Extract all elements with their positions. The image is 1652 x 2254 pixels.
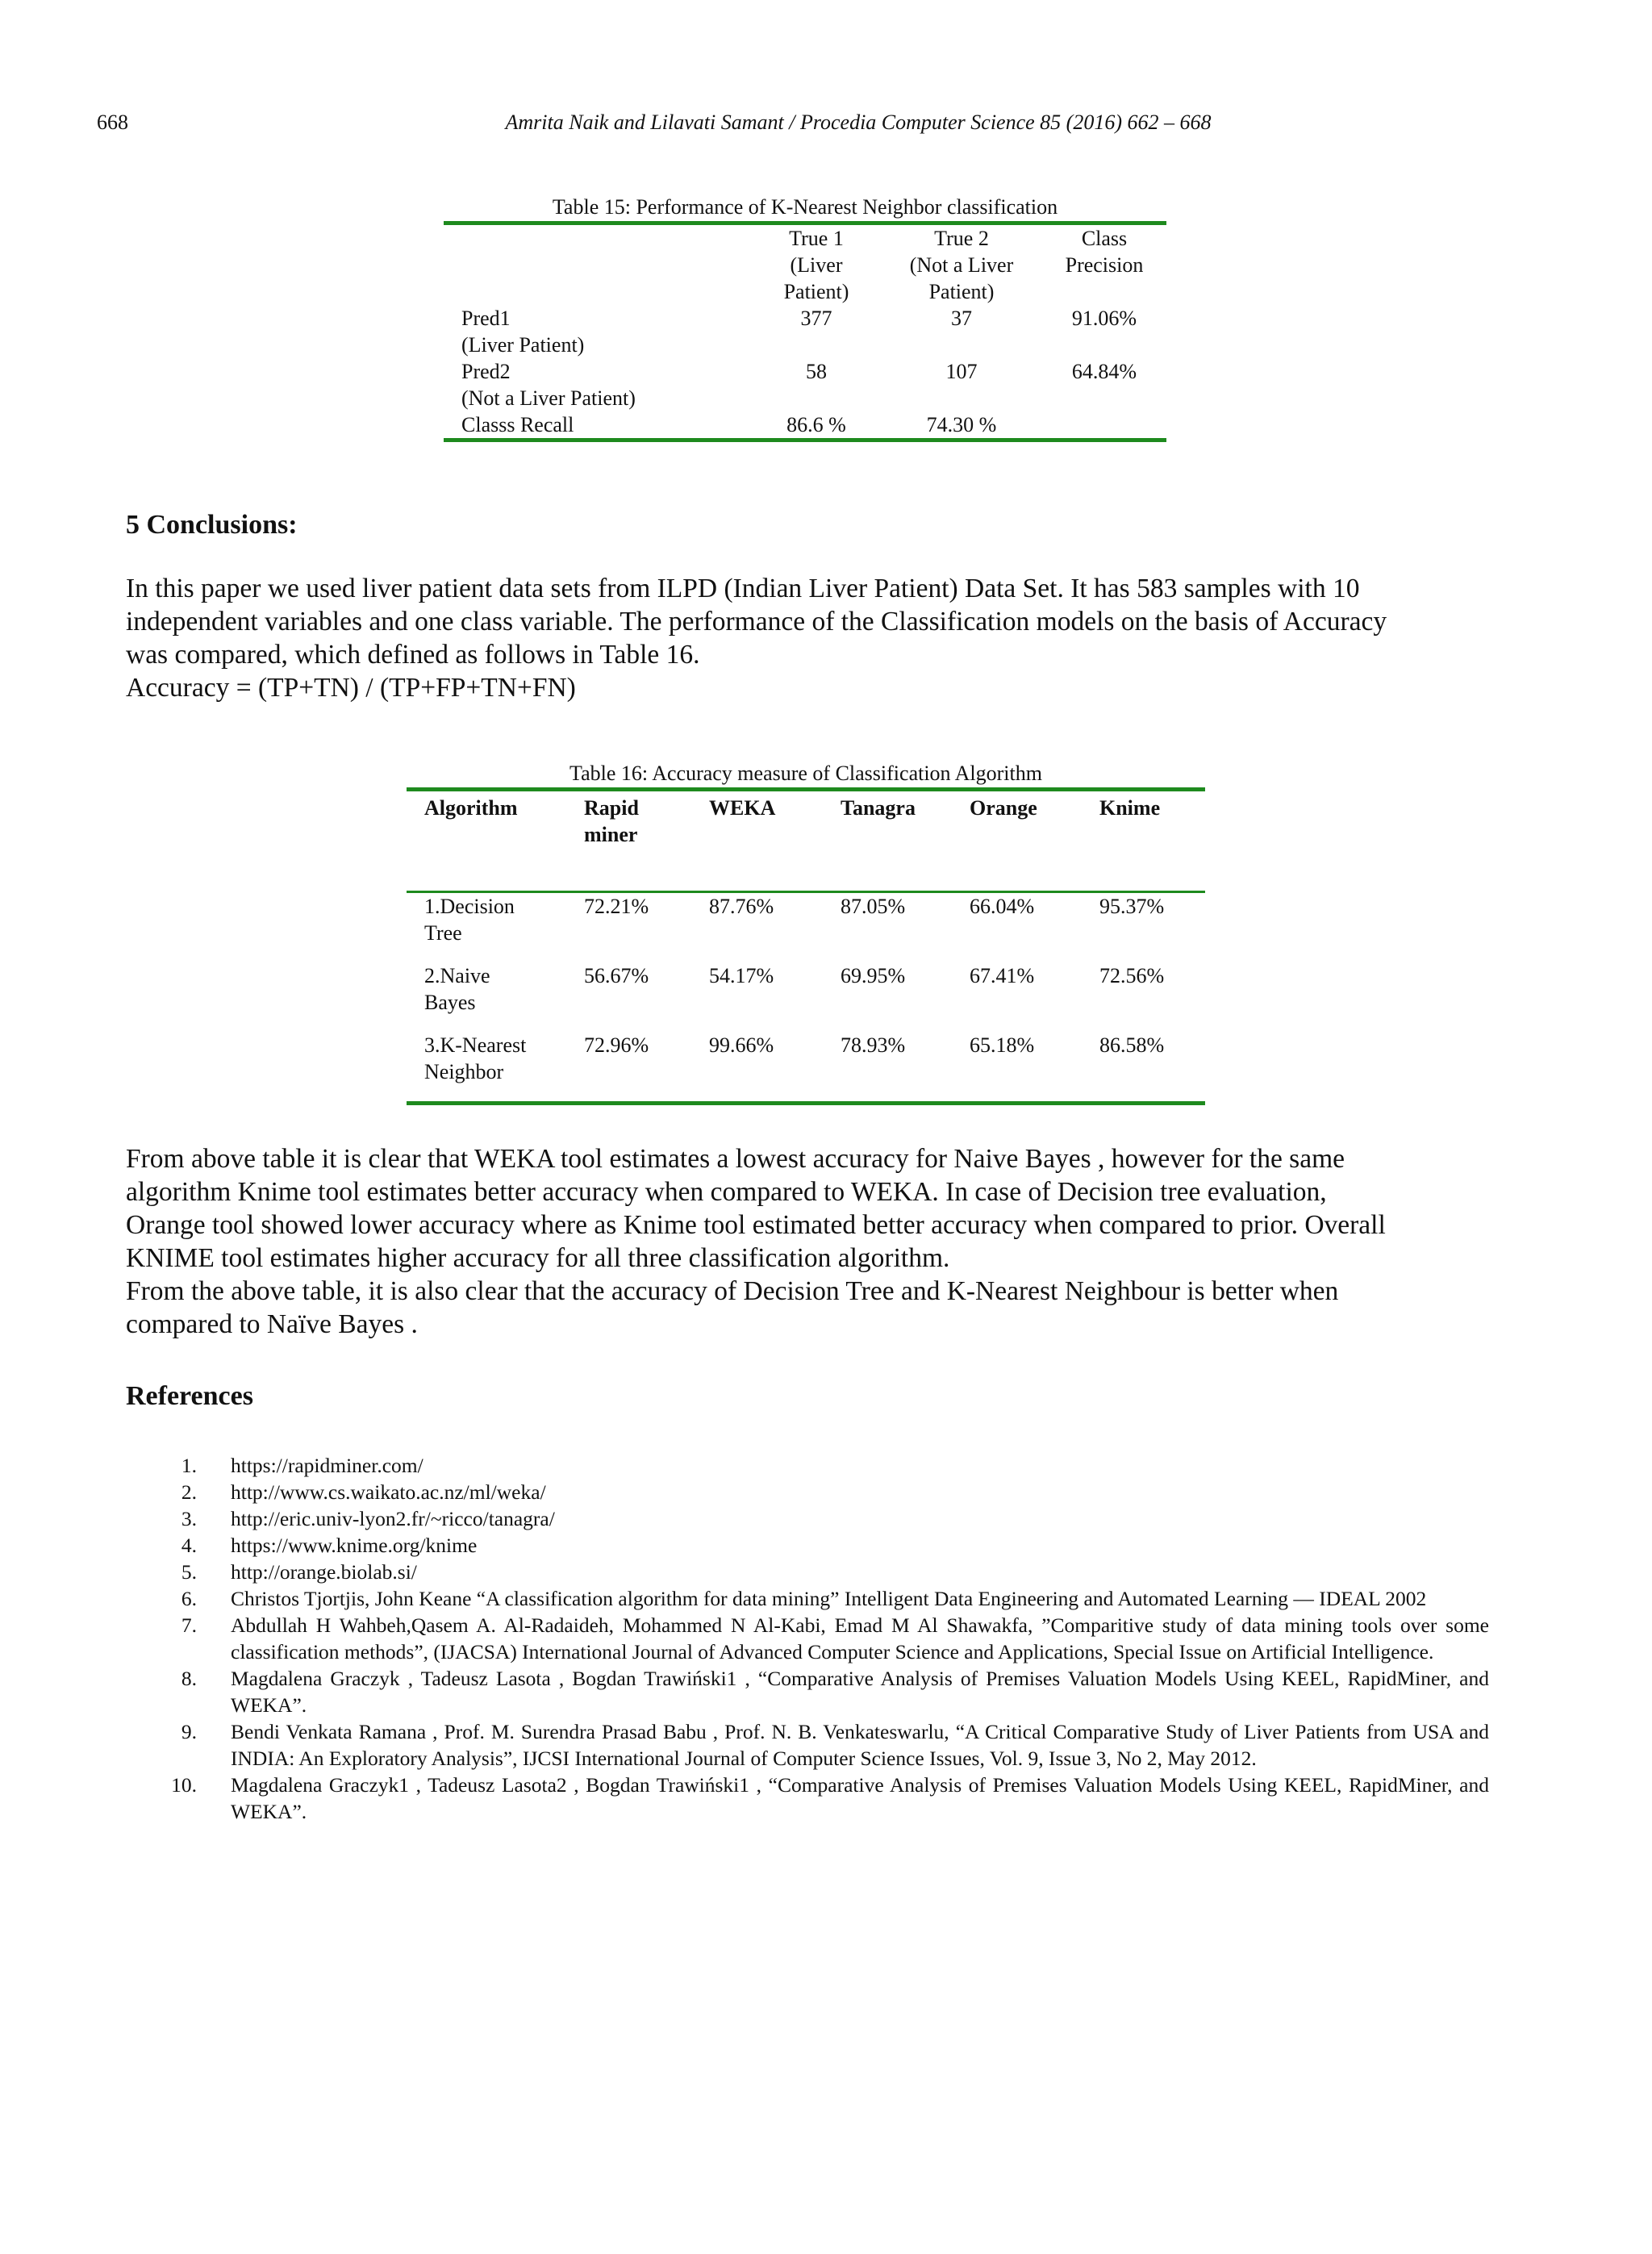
table-16-header-tanagra: Tanagra: [841, 796, 916, 820]
table-cell: 54.17%: [709, 964, 774, 987]
references-list: [161, 1452, 1489, 1825]
table-cell: 58: [806, 360, 827, 383]
table-row: [407, 1032, 1205, 1104]
table-cell: 87.05%: [841, 895, 906, 918]
table-cell: 99.66%: [709, 1033, 774, 1057]
table-cell: 91.06%: [1071, 307, 1137, 330]
running-title: Amrita Naik and Lilavati Samant / Procedia Computer Science 85 (2016) 662 – 668: [505, 111, 1212, 134]
table-16-header-algorithm: Algorithm: [424, 796, 518, 820]
table-cell: 95.37%: [1099, 895, 1165, 918]
table-row: [444, 358, 1166, 411]
table-16-algorithm-cell: 1.Decision Tree: [424, 895, 515, 945]
table-cell: 69.95%: [841, 964, 906, 987]
table-row: [407, 892, 1205, 963]
discussion-paragraph: From above table it is clear that WEKA tool estimates a lowest accuracy for Naive Bayes , however for the same algorithm Knime tool estimates better accuracy when compared to WEKA. In case of Decision tree evaluation, Orange tool showed lower accuracy where as Knime tool estimated better accuracy when compared to prior. Overall KNIME tool estimates higher accuracy for all three classification algorithm. From the above table, it is also clear that the accuracy of Decision Tree and K-Nearest Neighbour is better when compared to Naïve Bayes .: [126, 1144, 1386, 1339]
list-item: 2. http://www.cs.waikato.ac.nz/ml/weka/: [181, 1480, 546, 1504]
table-15-header-row: [444, 223, 1166, 306]
table-cell: 74.30 %: [926, 413, 997, 436]
table-16-header-orange: Orange: [970, 796, 1037, 820]
table-15-header-true2: True 2 (Not a Liver Patient): [909, 227, 1014, 303]
table-16-caption: Table 16: Accuracy measure of Classification Algorithm: [569, 762, 1042, 785]
table-cell: 65.18%: [970, 1033, 1035, 1057]
table-cell: 86.6 %: [786, 413, 846, 436]
table-15-header-true1: True 1 (Liver Patient): [783, 227, 849, 303]
list-item: 8. Magdalena Graczyk , Tadeusz Lasota , Bogdan Trawiński1 , “Comparative Analysis of Premises Valuation Models Using KEEL, RapidMiner, and WEKA”.: [181, 1667, 1489, 1717]
table-15-caption: Table 15: Performance of K-Nearest Neighbor classification: [552, 195, 1058, 219]
table-row: [444, 305, 1166, 358]
table-cell: 64.84%: [1071, 360, 1137, 383]
table-16-header-rapidminer: Rapid miner: [584, 796, 639, 846]
table-cell: 86.58%: [1099, 1033, 1165, 1057]
table-15-row-label: Pred2 (Not a Liver Patient): [461, 360, 636, 410]
table-cell: 78.93%: [841, 1033, 906, 1057]
table-15: [444, 194, 1166, 442]
table-16: [407, 760, 1205, 1105]
table-cell: 67.41%: [970, 964, 1035, 987]
table-cell: 56.67%: [584, 964, 649, 987]
table-cell: [1042, 411, 1166, 440]
table-15-row-label: Pred1 (Liver Patient): [461, 307, 585, 357]
table-cell: 377: [800, 307, 832, 330]
table-16-algorithm-cell: 3.K-Nearest Neighbor: [424, 1033, 527, 1083]
table-16-algorithm-cell: 2.Naive Bayes: [424, 964, 490, 1014]
table-cell: 72.56%: [1099, 964, 1165, 987]
table-16-header-weka: WEKA: [709, 796, 776, 820]
list-item: 5. http://orange.biolab.si/: [181, 1560, 417, 1584]
conclusions-paragraph: In this paper we used liver patient data sets from ILPD (Indian Liver Patient) Data Set. It has 583 samples with 10 independent variables and one class variable. The performance of the Classification models on the basis of Accuracy was compared, which defined as follows in Table 16. Accuracy = (TP+TN) / (TP+FP+TN+FN): [126, 574, 1387, 703]
list-item: 1. https://rapidminer.com/: [181, 1454, 423, 1477]
page-number: 668: [97, 111, 128, 134]
list-item: 3. http://eric.univ-lyon2.fr/~ricco/tanagra/: [181, 1507, 555, 1530]
list-item: 4. https://www.knime.org/knime: [181, 1534, 478, 1557]
table-row: [444, 411, 1166, 440]
table-cell: 72.96%: [584, 1033, 649, 1057]
table-16-header-knime: Knime: [1099, 796, 1161, 820]
table-15-header-class-precision: Class Precision: [1065, 227, 1144, 277]
table-cell: 72.21%: [584, 895, 649, 918]
table-15-row-label: Classs Recall: [461, 413, 574, 436]
conclusions-heading: 5 Conclusions:: [126, 510, 298, 540]
table-16-header-row: [407, 790, 1205, 892]
list-item: 6. Christos Tjortjis, John Keane “A classification algorithm for data mining” Intelligent Data Engineering and Automated Learning — IDEAL 2002: [181, 1587, 1427, 1610]
table-cell: 87.76%: [709, 895, 774, 918]
table-cell: 107: [945, 360, 978, 383]
list-item: 7. Abdullah H Wahbeh,Qasem A. Al-Radaideh, Mohammed N Al-Kabi, Emad M Al Shawakfa, ”Comparitive study of data mining tools over some classification methods”, (IJACSA) International Journal of Advanced Computer Science and Applications, Special Issue on Artificial Intelligence.: [181, 1613, 1489, 1663]
table-cell: 66.04%: [970, 895, 1035, 918]
list-item: 9. Bendi Venkata Ramana , Prof. M. Surendra Prasad Babu , Prof. N. B. Venkateswarlu, “A Critical Comparative Study of Liver Patients from USA and INDIA: An Exploratory Analysis”, IJCSI International Journal of Computer Science Issues, Vol. 9, Issue 3, No 2, May 2012.: [181, 1720, 1489, 1770]
table-row: [407, 962, 1205, 1032]
table-cell: 37: [951, 307, 972, 330]
references-heading: References: [126, 1381, 253, 1411]
list-item: 10. Magdalena Graczyk1 , Tadeusz Lasota2 , Bogdan Trawiński1 , “Comparative Analysis of Premises Valuation Models Using KEEL, RapidMiner, and WEKA”.: [171, 1773, 1489, 1823]
